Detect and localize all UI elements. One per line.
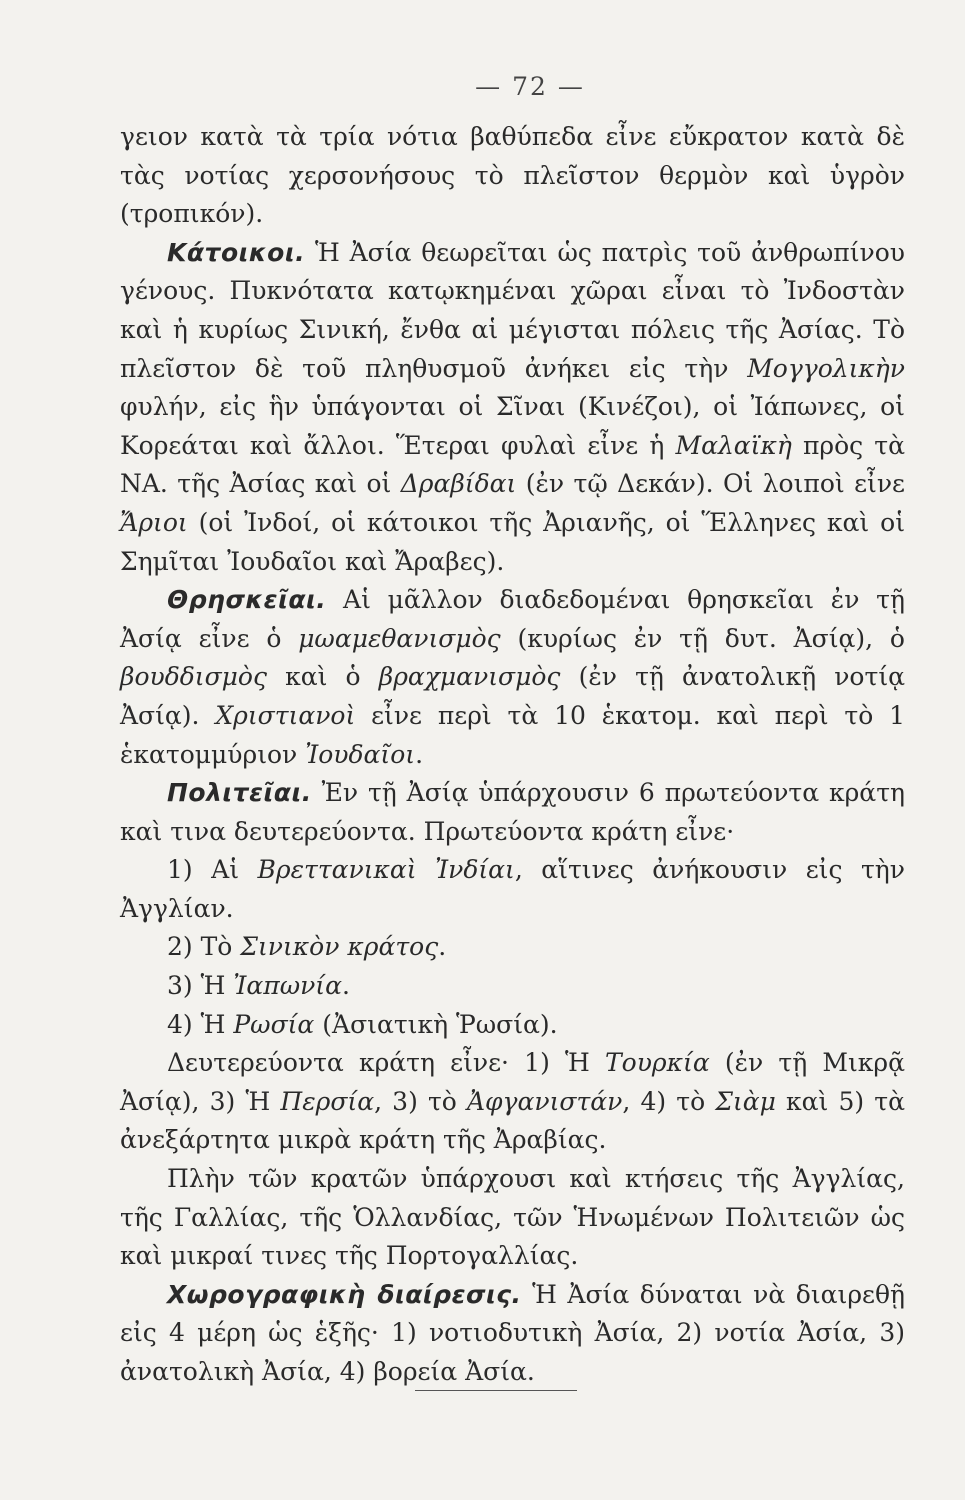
paragraph-religions bbox=[120, 581, 905, 774]
paragraph-inhabitants bbox=[120, 234, 905, 581]
list-item bbox=[120, 851, 905, 928]
paragraph-states bbox=[120, 774, 905, 851]
text-run: καὶ 5) τὰ ἀνεξάρτητα μικρὰ κράτη τῆς Ἀραβίας. bbox=[120, 1086, 906, 1155]
section-heading: Χωρογραφικὴ διαίρεσις. bbox=[167, 1279, 522, 1309]
italic-term: Χριστιανοὶ bbox=[215, 700, 356, 730]
italic-term: Σιὰμ bbox=[715, 1086, 776, 1116]
italic-term: Περσία bbox=[280, 1086, 375, 1116]
italic-term: Ἀφγανιστάν bbox=[467, 1086, 623, 1116]
section-heading: Κάτοικοι. bbox=[167, 237, 306, 267]
text-run: Ἐν τῇ Ἀσίᾳ ὑπάρχουσιν 6 πρωτεύοντα κράτη καὶ τινα δευτερεύοντα. Πρωτεύοντα κράτη εἶνε· bbox=[120, 778, 905, 846]
text-run: πρὸς τὰ ΝΑ. τῆς Ἀσίας καὶ οἱ bbox=[120, 430, 905, 499]
paragraph-divisions bbox=[120, 1276, 905, 1392]
paragraph-climate bbox=[120, 118, 905, 234]
text-run: . bbox=[438, 932, 447, 962]
italic-term: Βρεττανικαὶ Ἰνδίαι bbox=[257, 855, 515, 885]
text-run: Ἡ Ἀσία δύναται νὰ διαιρεθῇ εἰς 4 μέρη ὡς ἑξῆς· 1) νοτιοδυτικὴ Ἀσία, 2) νοτία Ἀσία, 3) ἀνατολικὴ Ἀσία, 4) βορεία Ἀσία. bbox=[120, 1279, 906, 1386]
text-run: (οἱ Ἰνδοί, οἱ κάτοικοι τῆς Ἀριανῆς, οἱ Ἕλληνες καὶ οἱ Σημῖται Ἰουδαῖοι καὶ Ἄραβες). bbox=[120, 507, 905, 576]
italic-term: Ἰουδαῖοι bbox=[305, 739, 416, 769]
list-number: 4) Ἡ bbox=[167, 1009, 234, 1039]
text-run: (ἐν τῇ Μικρᾷ Ἀσίᾳ), 3) Ἡ bbox=[120, 1048, 906, 1116]
list-number: 1) Αἱ bbox=[167, 855, 258, 885]
text-run: καὶ ὁ bbox=[266, 662, 379, 692]
paragraph-text: γειον κατὰ τὰ τρία νότια βαθύπεδα εἶνε εὔκρατον κατὰ δὲ τὰς νοτίας χερσονήσους τὸ πλεῖστον θερμὸν καὶ ὑγρὸν (τροπικόν). bbox=[120, 122, 905, 229]
text-run: (ἐν τῷ Δεκάν). Οἱ λοιποὶ εἶνε bbox=[516, 469, 905, 499]
italic-term: Ἰαπωνία bbox=[233, 971, 342, 1001]
italic-term: Μογγολικὴν bbox=[747, 353, 905, 383]
italic-term: Μαλαϊκὴ bbox=[675, 430, 792, 460]
section-heading: Θρησκεῖαι. bbox=[167, 585, 327, 615]
italic-term: μωαμεθανισμὸς bbox=[298, 623, 501, 653]
list-item bbox=[120, 967, 905, 1006]
text-run: Δευτερεύοντα κράτη εἶνε· 1) Ἡ bbox=[167, 1048, 605, 1078]
italic-term: βραχμανισμὸς bbox=[378, 662, 561, 692]
italic-term: Τουρκία bbox=[605, 1048, 710, 1078]
paragraph-possessions bbox=[120, 1160, 905, 1276]
italic-term: Δραβίδαι bbox=[400, 469, 517, 499]
text-run: (ἐν τῇ ἀνατολικῇ νοτίᾳ Ἀσίᾳ). bbox=[120, 662, 905, 730]
italic-term: Ρωσία bbox=[233, 1009, 315, 1039]
section-divider bbox=[415, 1390, 577, 1391]
text-run: . bbox=[341, 971, 350, 1001]
italic-term: Ἄριοι bbox=[120, 507, 188, 537]
text-run: Αἱ μᾶλλον διαδεδομέναι θρησκεῖαι ἐν τῇ Ἀσίᾳ εἶνε ὁ bbox=[120, 585, 905, 653]
text-run: φυλήν, εἰς ἣν ὑπάγονται οἱ Σῖναι (Κινέζοι), οἱ Ἰάπωνες, οἱ Κορεάται καὶ ἄλλοι. Ἕτεραι φυλαὶ εἶνε ἡ bbox=[120, 392, 905, 460]
list-item bbox=[120, 928, 905, 967]
text-run: , αἵτινες ἀνήκουσιν εἰς τὴν Ἀγγλίαν. bbox=[120, 855, 905, 923]
text-run: , 4) τὸ bbox=[622, 1086, 716, 1116]
text-run: . bbox=[415, 739, 424, 769]
paragraph-secondary-states bbox=[120, 1044, 905, 1160]
italic-term: βουδδισμὸς bbox=[120, 662, 267, 692]
list-number: 2) Τὸ bbox=[167, 932, 241, 962]
paragraph-text: Πλὴν τῶν κρατῶν ὑπάρχουσι καὶ κτήσεις τῆς Ἀγγλίας, τῆς Γαλλίας, τῆς Ὁλλανδίας, τῶν Ἡνωμένων Πολιτειῶν ὡς καὶ μικραί τινες τῆς Πορτογαλλίας. bbox=[120, 1164, 905, 1271]
section-heading: Πολιτεῖαι. bbox=[167, 778, 312, 808]
text-run: (κυρίως ἐν τῇ δυτ. Ἀσίᾳ), ὁ bbox=[500, 623, 905, 653]
italic-term: Σινικὸν κράτος bbox=[240, 932, 439, 962]
text-run: (Ἀσιατικὴ Ῥωσία). bbox=[314, 1009, 558, 1039]
page-number: — 72 — bbox=[475, 72, 585, 101]
text-run: εἶνε περὶ τὰ 10 ἑκατομ. καὶ περὶ τὸ 1 ἑκατομμύριον bbox=[120, 700, 906, 769]
body-text bbox=[120, 118, 905, 1392]
list-number: 3) Ἡ bbox=[167, 971, 234, 1001]
text-run: , 3) τὸ bbox=[374, 1086, 467, 1116]
list-item bbox=[120, 1006, 905, 1045]
text-run: Ἡ Ἀσία θεωρεῖται ὡς πατρὶς τοῦ ἀνθρωπίνου γένους. Πυκνότατα κατῳκημέναι χῶραι εἶναι τὸ Ἰνδοστὰν καὶ ἡ κυρίως Σινική, ἔνθα αἱ μέγισται πόλεις τῆς Ἀσίας. Τὸ πλεῖστον δὲ τοῦ πληθυσμοῦ ἀνήκει εἰς τὴν bbox=[120, 237, 905, 383]
